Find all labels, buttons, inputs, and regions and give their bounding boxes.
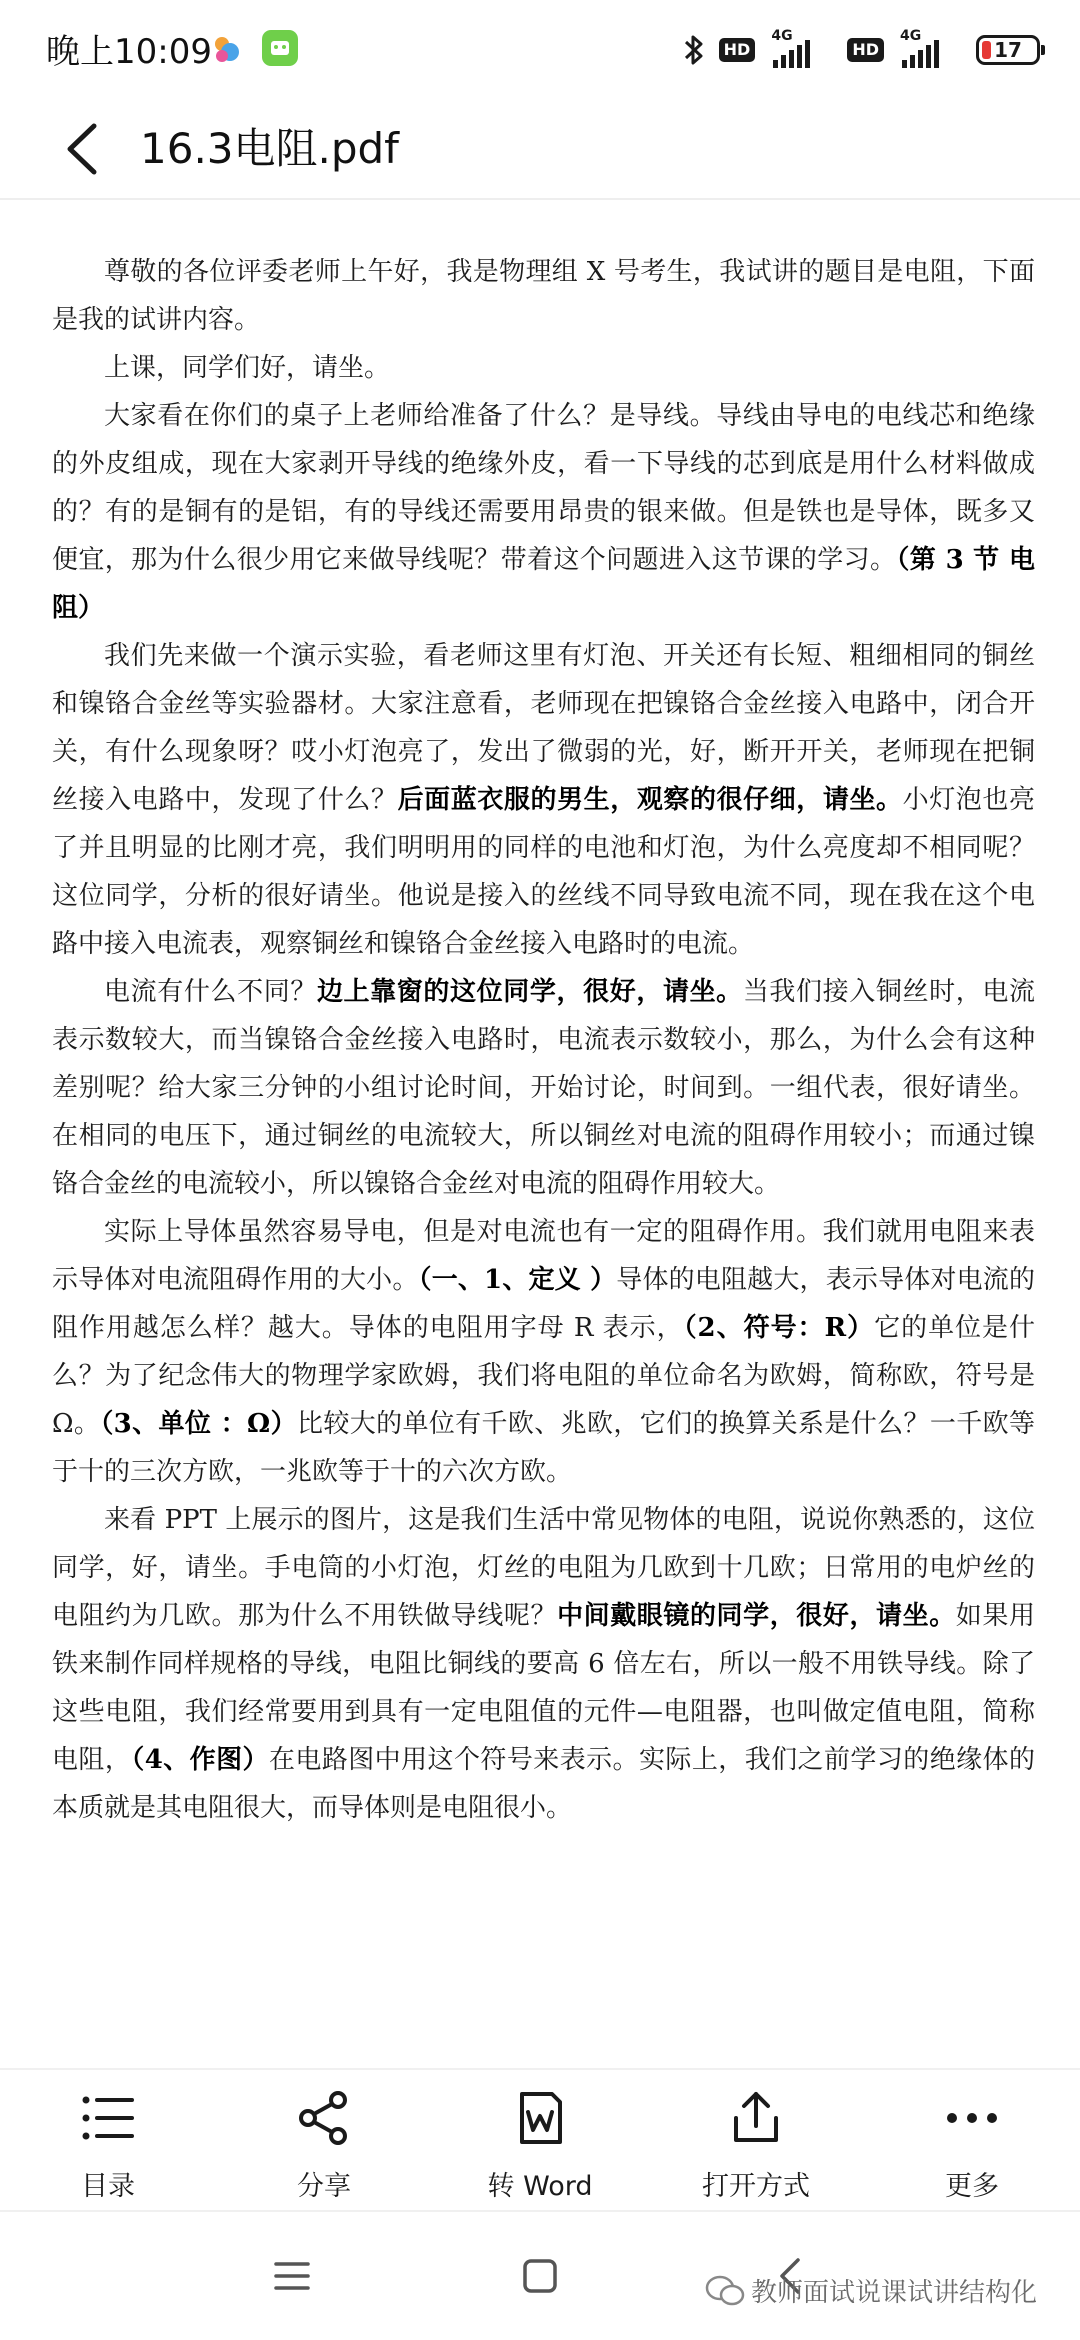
chevron-left-icon[interactable] [50, 114, 120, 184]
watermark-text: 教师面试说课试讲结构化 [751, 2278, 1038, 2308]
text-run: 当我们接入铜丝时，电流表示数较大，而当镍铬合金丝接入电路时，电流表示数较小，那么，为什么会有这种差别呢？给大家三分钟的小组讨论时间，开始讨论，时间到。一组代表，很好请坐。在相同的电压下，通过铜丝的电流较大，所以铜丝对电流的阻碍作用较小；而通过镍铬合金丝的电流较小，所以镍铬合金丝对电流的阻碍作用较大。 [52, 977, 1035, 1199]
pdf-page-content [52, 248, 1035, 1832]
status-time: 晚上10:09 [46, 32, 212, 72]
bluetooth-icon [681, 32, 707, 68]
document-paragraph [52, 392, 1035, 632]
text-run: 尊敬的各位评委老师上午好，我是物理组 X 号考生，我试讲的题目是电阻，下面是我的试讲内容。 [52, 257, 1035, 335]
text-run: 小灯泡也亮了并且明显的比刚才亮，我们明明用的同样的电池和灯泡，为什么亮度却不相同呢？这位同学，分析的很好请坐。他说是接入的丝线不同导致电流不同，现在我在这个电路中接入电流表，观察铜丝和镍铬合金丝接入电路时的电流。 [52, 785, 1035, 959]
menu-icon[interactable] [270, 2254, 314, 2298]
toolbar-more-label: 更多 [945, 2171, 999, 2202]
text-run: 来看 PPT 上展示的图片，这是我们生活中常见物体的电阻，说说你熟悉的，这位同学，好，请坐。手电筒的小灯泡，灯丝的电阻为几欧到十几欧；日常用的电炉丝的电阻约为几欧。那为什么不用铁做导线呢？ [52, 1505, 1035, 1631]
wechat-watermark [705, 2272, 1037, 2309]
document-paragraph [52, 632, 1035, 968]
more-icon [940, 2086, 1004, 2150]
bold-text-run: 中间戴眼镜的同学，很好，请坐。 [557, 1601, 956, 1631]
open-with-icon [724, 2086, 788, 2150]
share-icon [292, 2086, 356, 2150]
text-run: 导体的电阻越大，表示导体对电流的阻作用越怎么样？越大。导体的电阻用字母 R 表示， [52, 1265, 1035, 1343]
hd-badge-1: HD [719, 38, 756, 62]
battery-icon [976, 35, 1040, 65]
bold-text-run: （4、作图） [131, 1745, 269, 1775]
home-icon[interactable] [518, 2254, 562, 2298]
document-paragraph [52, 248, 1035, 344]
toolbar-toc-button[interactable] [0, 2070, 216, 2210]
text-run: 我们先来做一个演示实验，看老师这里有灯泡、开关还有长短、粗细相同的铜丝和镍铬合金丝等实验器材。大家注意看，老师现在把镍铬合金丝接入电路中，闭合开关，有什么现象呀？哎小灯泡亮了，发出了微弱的光，好，断开开关，老师现在把铜丝接入电路中，发现了什么？ [52, 641, 1035, 815]
bottom-toolbar [0, 2068, 1080, 2212]
text-run: 它的单位是什么？为了纪念伟大的物理学家欧姆，我们将电阻的单位命名为欧姆，简称欧，符号是 Ω。 [52, 1313, 1035, 1439]
word-convert-icon [508, 2086, 572, 2150]
toolbar-word-button[interactable] [432, 2070, 648, 2210]
document-paragraph [52, 1208, 1035, 1496]
bold-text-run: 边上靠窗的这位同学，很好，请坐。 [316, 977, 743, 1007]
toolbar-more-button[interactable] [864, 2070, 1080, 2210]
signal-icon-1 [767, 30, 835, 70]
bold-text-run: （3、单位 ：Ω） [100, 1409, 297, 1439]
text-run: 在电路图中用这个符号来表示。实际上，我们之前学习的绝缘体的本质就是其电阻很大，而导体则是电阻很小。 [52, 1745, 1035, 1823]
bold-text-run: 后面蓝衣服的男生，观察的很仔细，请坐。 [397, 785, 903, 815]
app-header [0, 100, 1080, 200]
toolbar-share-button[interactable] [216, 2070, 432, 2210]
text-run: 电流有什么不同？ [104, 977, 317, 1007]
wechat-icon [705, 2274, 745, 2308]
document-paragraph [52, 1496, 1035, 1832]
signal-icon-2 [896, 30, 964, 70]
document-paragraph [52, 344, 1035, 392]
bold-text-run: （2、符号：R） [683, 1313, 875, 1343]
weather-icon [210, 32, 244, 66]
toolbar-share-label: 分享 [297, 2171, 351, 2202]
toolbar-open-with-label: 打开方式 [702, 2171, 810, 2202]
text-run: 大家看在你们的桌子上老师给准备了什么？是导线。导线由导电的电线芯和绝缘的外皮组成，现在大家剥开导线的绝缘外皮，看一下导线的芯到底是用什么材料做成的？有的是铜有的是铝，有的导线还需要用昂贵的银来做。但是铁也是导体，既多又便宜，那为什么很少用它来做导线呢？带着这个问题进入这节课的学习。 [52, 401, 1035, 575]
text-run: 上课，同学们好，请坐。 [104, 353, 391, 383]
network-type-2: 4G [900, 28, 922, 44]
toolbar-word-label: 转 Word [487, 2171, 593, 2202]
toolbar-toc-label: 目录 [81, 2171, 135, 2202]
toolbar-open-with-button[interactable] [648, 2070, 864, 2210]
hd-badge-2: HD [847, 38, 884, 62]
network-type-1: 4G [771, 28, 793, 44]
bold-text-run: （第 3 节 电阻） [52, 545, 1035, 623]
status-bar [0, 0, 1080, 100]
list-icon [76, 2086, 140, 2150]
document-title: 16.3电阻.pdf [140, 124, 399, 173]
app-notification-icon [262, 30, 298, 66]
battery-level: 17 [994, 38, 1022, 62]
text-run: 比较大的单位有千欧、兆欧，它们的换算关系是什么？一千欧等于十的三次方欧，一兆欧等于十的六次方欧。 [52, 1409, 1035, 1487]
bold-text-run: （一、1、定义 ） [418, 1265, 617, 1295]
text-run: 实际上导体虽然容易导电，但是对电流也有一定的阻碍作用。我们就用电阻来表示导体对电流阻碍作用的大小。 [52, 1217, 1035, 1295]
text-run: 如果用铁来制作同样规格的导线，电阻比铜线的要高 6 倍左右，所以一般不用铁导线。除了这些电阻，我们经常要用到具有一定电阻值的元件—电阻器，也叫做定值电阻，简称电阻， [52, 1601, 1035, 1775]
document-paragraph [52, 968, 1035, 1208]
